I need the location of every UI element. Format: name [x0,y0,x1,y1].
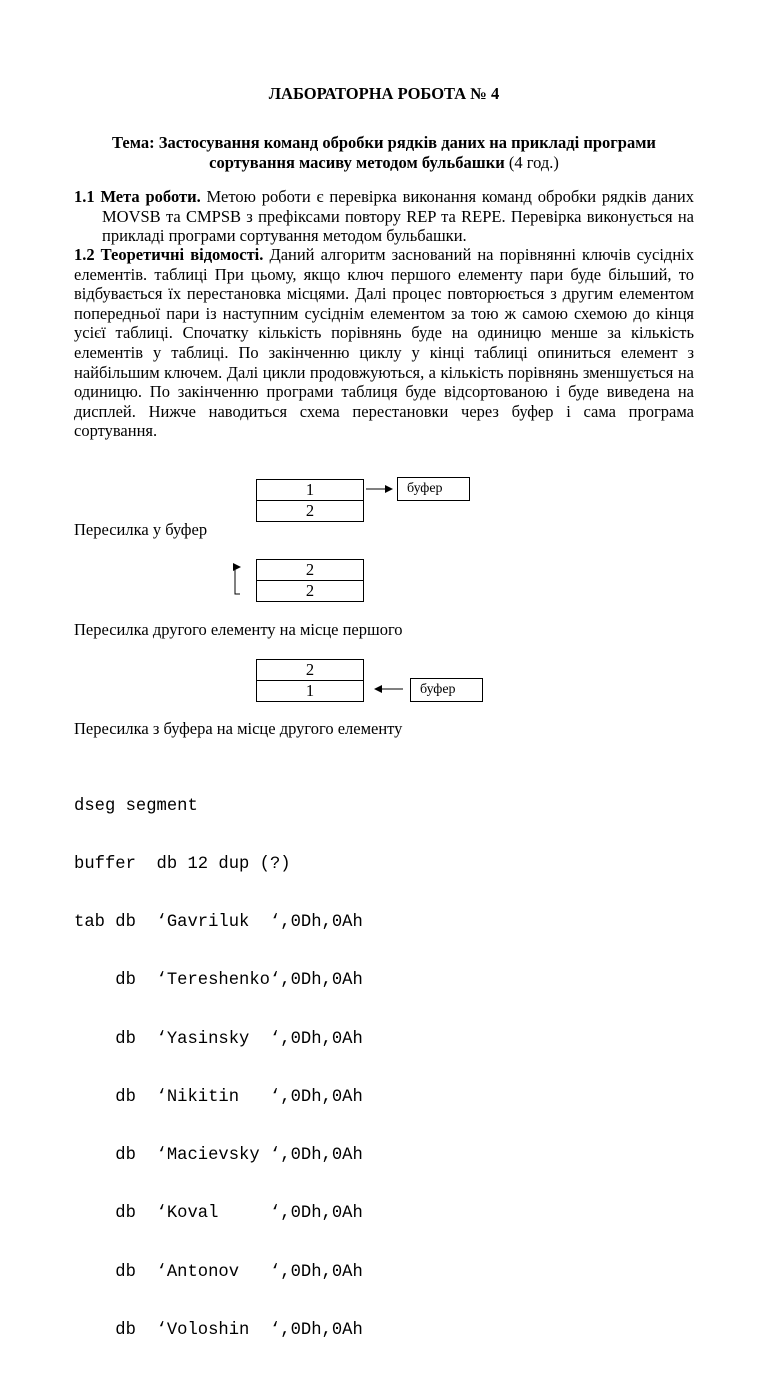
section-1-2-text: Даний алгоритм заснований на порівнянні ключів сусідніх елементів. таблиці При цьому, якщо ключ першого елементу пари буде більший, то відбувається їх перестановка місцями. Далі процес повторюється з другим елементом попередньої пари із наступним сусіднім елементом за тою ж самою схемою до кінця усієї таблиці. Спочатку кількість порівнянь буде на одиницю менше за кількість елементів у таблиці. По закінченню циклу у кінці таблиці опиниться елемент з найбільшим ключем. Далі цикли продовжуються, а кількість порівнянь зменшується на одиницю. По закінченню програми таблиця буде відсортованою і буде виведена на дисплей. Нижче наводиться схема перестановки через буфер і сама програма сортування. [74,245,694,441]
code-line: db ‘Nikitin ‘,0Dh,0Ah [74,1087,363,1107]
diagram1-cell-2: 2 [257,500,363,521]
arrow-loop-up [235,567,240,594]
code-line: buffer db 12 dup (?) [74,855,291,875]
code-line: db ‘Yasinsky ‘,0Dh,0Ah [74,1029,363,1049]
code-line: db ‘Antonov ‘,0Dh,0Ah [74,1262,363,1282]
diagram3-cell-1: 2 [305,660,315,679]
theme-bold: Тема: Застосування команд обробки рядків даних на прикладі програми сортування масиву методом бульбашки [112,133,656,172]
diagram3-buffer: буфер [410,678,483,702]
diagram1-buffer: буфер [397,477,470,501]
diagram2-caption: Пересилка другого елементу на місце першого [74,620,403,639]
diagram2-cell-2: 2 [257,580,363,601]
code-line: db ‘Tereshenko‘,0Dh,0Ah [74,971,363,991]
diagram3-caption: Пересилка з буфера на місце другого елементу [74,719,403,738]
theme-hours: (4 год.) [504,153,559,172]
diagram2-cell-1: 2 [305,560,315,579]
code-listing [74,758,363,1379]
code-line: db ‘Koval ‘,0Dh,0Ah [74,1204,363,1224]
page-title: ЛАБОРАТОРНА РОБОТА № 4 [268,84,500,103]
code-line: db ‘Voloshin ‘,0Dh,0Ah [74,1320,363,1340]
diagram1-caption: Пересилка у буфер [74,520,208,539]
section-1-1-heading: 1.1 Мета роботи. [74,187,201,206]
diagram1-cell-1: 1 [305,480,315,499]
code-line: tab db ‘Gavriluk ‘,0Dh,0Ah [74,913,363,933]
code-line: db ‘Macievsky ‘,0Dh,0Ah [74,1146,363,1166]
section-1-1-text: Метою роботи є перевірка виконання команд обробки рядків даних MOVSB та CMPSB з префіксами повтору REP та REPE. Перевірка виконується на прикладі програми сортування методом бульбашки. [102,187,694,246]
code-line: dseg segment [74,796,198,816]
section-1-2-heading: 1.2 Теоретичні відомості. [74,245,264,264]
diagram3-cell-2: 1 [257,680,363,701]
